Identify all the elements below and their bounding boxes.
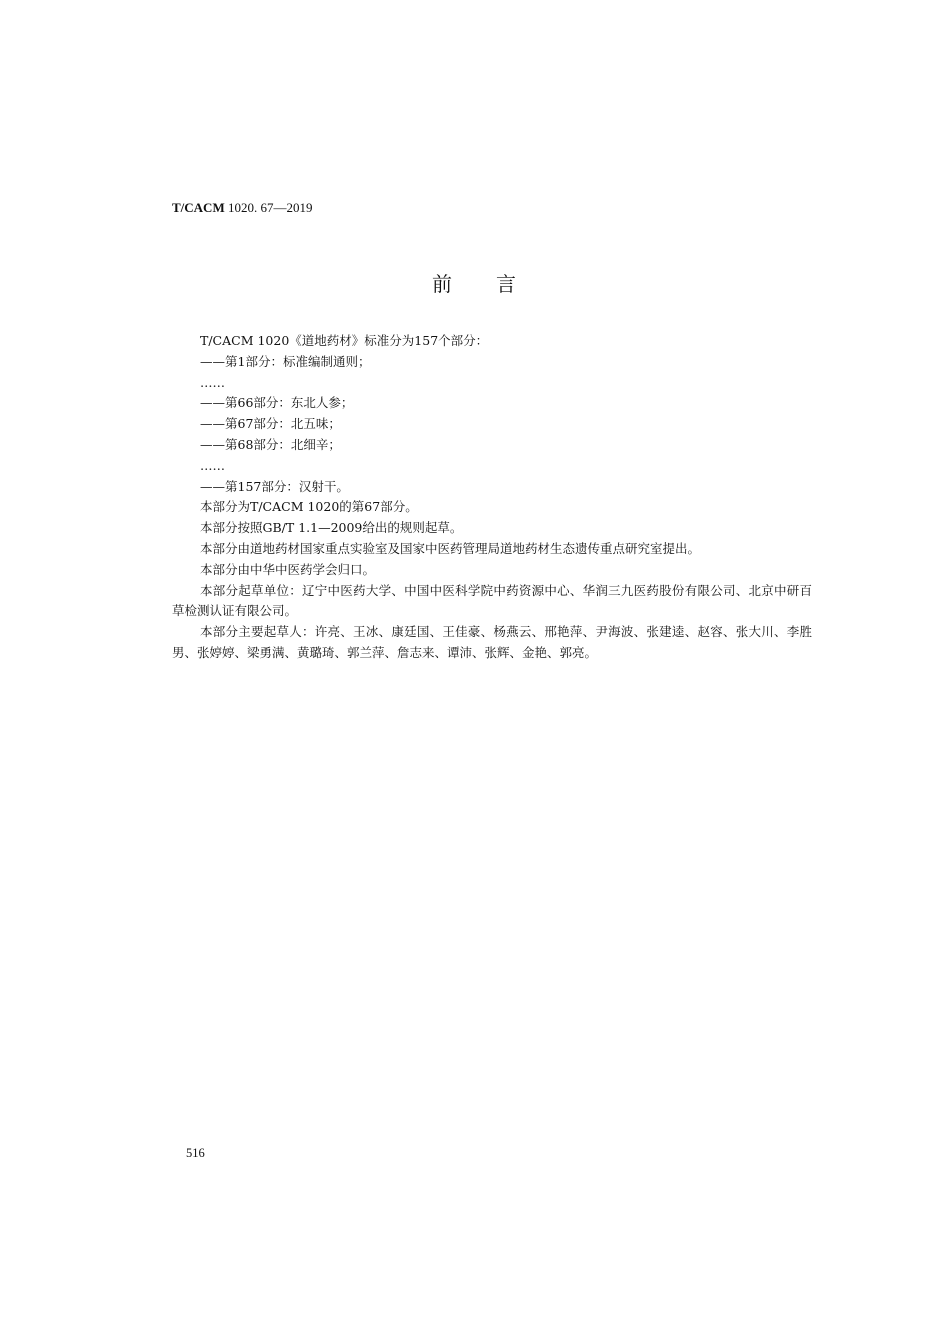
foreword-title	[0, 268, 950, 297]
title-char-2: 言	[496, 272, 518, 296]
foreword-body	[172, 331, 812, 664]
drafting-units-paragraph: 本部分起草单位：辽宁中医药大学、中国中医科学院中药资源中心、华润三九医药股份有限公司、北京中研百草检测认证有限公司。	[172, 582, 812, 619]
intro-line: T/CACM 1020《道地药材》标准分为157个部分：	[200, 333, 489, 348]
list-item: ——第66部分：东北人参；	[200, 395, 354, 411]
list-item: ——第157部分：汉射干。	[200, 478, 349, 494]
list-item: ……	[200, 374, 225, 390]
standard-code-number: 1020. 67—2019	[224, 200, 313, 215]
page-number: 516	[186, 1146, 205, 1160]
statement-line: 本部分按照GB/T 1.1—2009给出的规则起草。	[200, 520, 463, 536]
title-char-1: 前	[432, 272, 454, 296]
statement-line: 本部分由中华中医药学会归口。	[200, 561, 376, 577]
list-item: ……	[200, 457, 225, 473]
standard-code-prefix: T/CACM	[172, 200, 225, 215]
list-item: ——第1部分：标准编制通则；	[200, 353, 371, 369]
list-item: ——第67部分：北五味；	[200, 416, 341, 432]
drafters-paragraph: 本部分主要起草人：许亮、王冰、康廷国、王佳豪、杨燕云、邢艳萍、尹海波、张建逵、赵容、张大川、李胜男、张婷婷、梁勇满、黄璐琦、郭兰萍、詹志来、谭沛、张辉、金艳、郭亮。	[172, 624, 812, 660]
standard-code-header	[172, 200, 312, 216]
list-item: ——第68部分：北细辛；	[200, 436, 341, 452]
statement-line: 本部分为T/CACM 1020的第67部分。	[200, 499, 418, 515]
statement-line: 本部分由道地药材国家重点实验室及国家中医药管理局道地药材生态遗传重点研究室提出。	[200, 540, 701, 556]
